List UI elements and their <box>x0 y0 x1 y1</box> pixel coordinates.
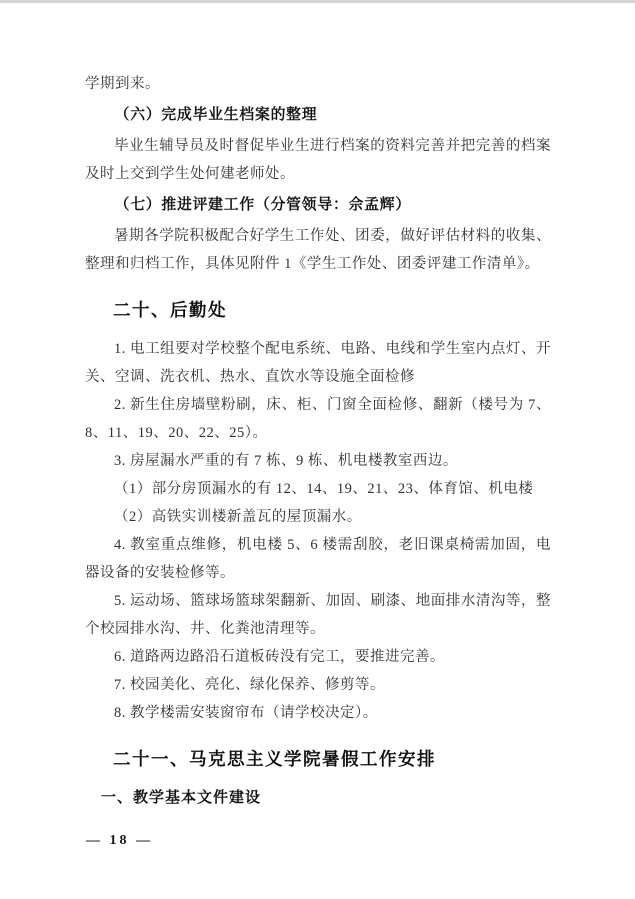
section-heading-20: 二十、后勤处 <box>113 300 227 320</box>
paragraph-continuation: 学期到来。 <box>85 76 160 92</box>
section-heading-21: 二十一、马克思主义学院暑假工作安排 <box>113 749 436 769</box>
list-item-6: 6. 道路两边路沿石道板砖没有完工，要推进完善。 <box>114 649 445 665</box>
list-item-5: 5. 运动场、篮球场篮球架翻新、加固、刷漆、地面排水清沟等，整个校园排水沟、井、化粪池清理等。 <box>85 593 551 637</box>
paragraph: 暑期各学院积极配合好学生工作处、团委，做好评估材料的收集、整理和归档工作，具体见附件 1《学生工作处、团委评建工作清单》。 <box>85 228 551 272</box>
page-number: — 18 — <box>86 833 153 848</box>
subsection-heading-6: （六）完成毕业生档案的整理 <box>114 107 318 123</box>
list-item-8: 8. 教学楼需安装窗帘布（请学校决定）。 <box>114 705 378 721</box>
scan-edge <box>0 0 635 3</box>
subsection-heading-7: （七）推进评建工作（分管领导：佘孟辉） <box>114 197 411 213</box>
subsection-heading-1: 一、教学基本文件建设 <box>101 790 262 806</box>
list-item-2: 2. 新生住房墙壁粉刷，床、柜、门窗全面检修、翻新（楼号为 7、8、11、19、20、22、25）。 <box>85 397 551 441</box>
list-item-7: 7. 校园美化、亮化、绿化保养、修剪等。 <box>114 677 385 693</box>
list-item-3: 3. 房屋漏水严重的有 7 栋、9 栋、机电楼教室西边。 <box>114 453 458 469</box>
paragraph: 毕业生辅导员及时督促毕业生进行档案的资料完善并把完善的档案及时上交到学生处何建老师处。 <box>85 138 551 182</box>
document-body <box>85 70 551 812</box>
list-subitem-2: （2）高铁实训楼新盖瓦的屋顶漏水。 <box>114 509 362 525</box>
list-item-1: 1. 电工组要对学校整个配电系统、电路、电线和学生室内点灯、开关、空调、洗衣机、热水、直饮水等设施全面检修 <box>85 341 551 385</box>
list-item-4: 4. 教室重点维修，机电楼 5、6 楼需刮胶，老旧课桌椅需加固，电器设备的安装检修等。 <box>85 537 551 581</box>
list-subitem-1: （1）部分房顶漏水的有 12、14、19、21、23、体育馆、机电楼 <box>114 481 534 497</box>
